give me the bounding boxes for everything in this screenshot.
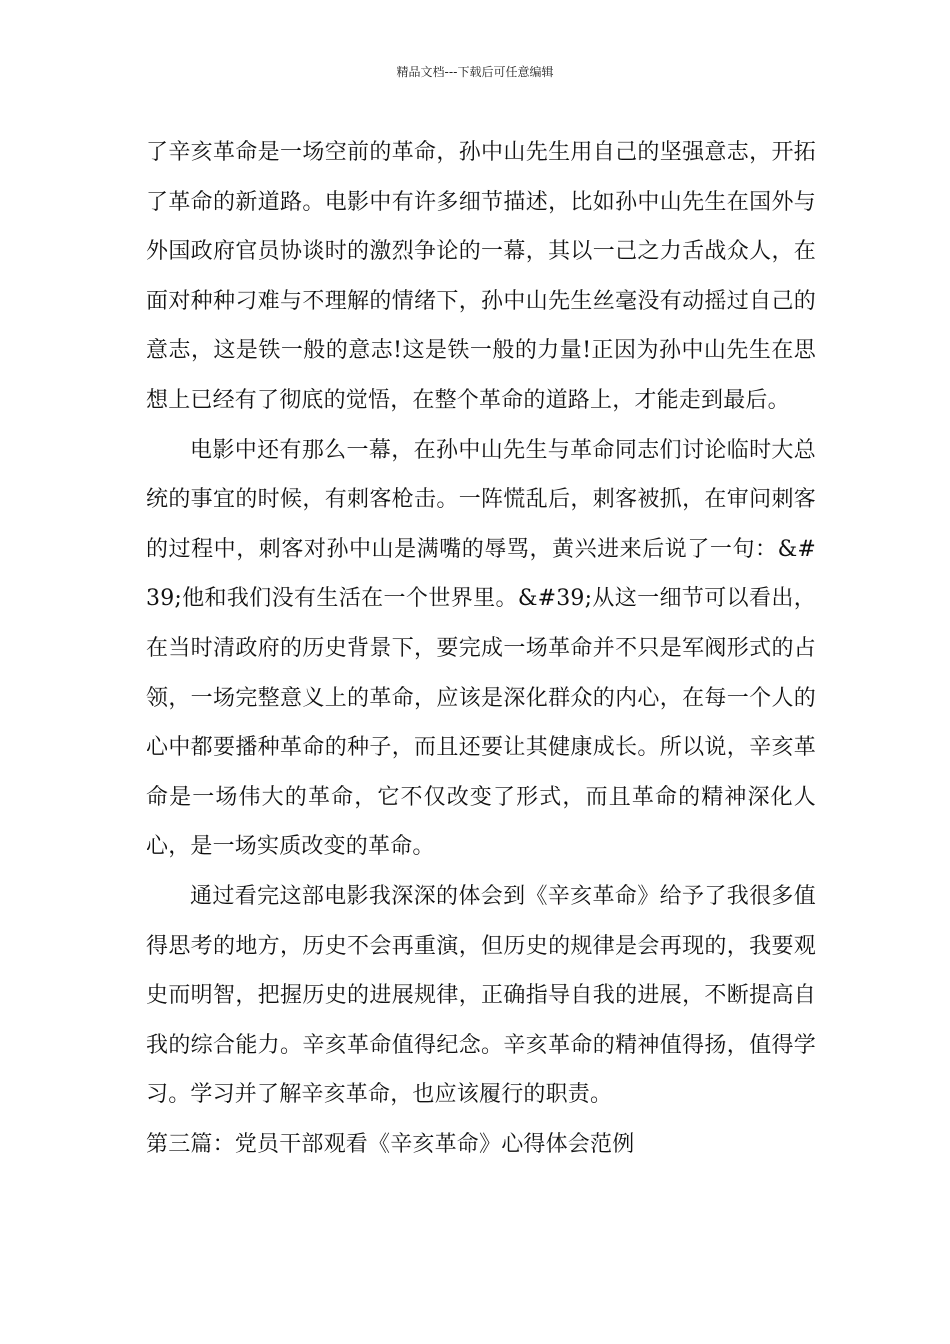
document-body <box>146 128 816 1169</box>
section-heading: 第三篇：党员干部观看《辛亥革命》心得体会范例 <box>146 1131 635 1157</box>
paragraph-assassin-scene: 电影中还有那么一幕，在孙中山先生与革命同志们讨论临时大总统的事宜的时候，有刺客枪击。一阵慌乱后，刺客被抓，在审问刺客的过程中，刺客对孙中山是满嘴的辱骂，黄兴进来后说了一句：&#39;他和我们没有生活在一个世界里。&#39;从这一细节可以看出，在当时清政府的历史背景下，要完成一场革命并不只是军阀形式的占领，一场完整意义上的革命，应该是深化群众的内心，在每一个人的心中都要播种革命的种子，而且还要让其健康成长。所以说，辛亥革命是一场伟大的革命，它不仅改变了形式，而且革命的精神深化人心，是一场实质改变的革命。 <box>146 437 816 860</box>
paragraph-reflection: 通过看完这部电影我深深的体会到《辛亥革命》给予了我很多值得思考的地方，历史不会再重演，但历史的规律是会再现的，我要观史而明智，把握历史的进展规律，正确指导自我的进展，不断提高自我的综合能力。辛亥革命值得纪念。辛亥革命的精神值得扬，值得学习。学习并了解辛亥革命，也应该履行的职责。 <box>146 883 816 1108</box>
page-header: 精品文档---下载后可任意编辑 <box>396 65 554 79</box>
paragraph-continuation: 了辛亥革命是一场空前的革命，孙中山先生用自己的坚强意志，开拓了革命的新道路。电影中有许多细节描述，比如孙中山先生在国外与外国政府官员协谈时的激烈争论的一幕，其以一己之力舌战众人，在面对种种刁难与不理解的情绪下，孙中山先生丝毫没有动摇过自己的意志，这是铁一般的意志!这是铁一般的力量!正因为孙中山先生在思想上已经有了彻底的觉悟，在整个革命的道路上，才能走到最后。 <box>146 140 816 413</box>
